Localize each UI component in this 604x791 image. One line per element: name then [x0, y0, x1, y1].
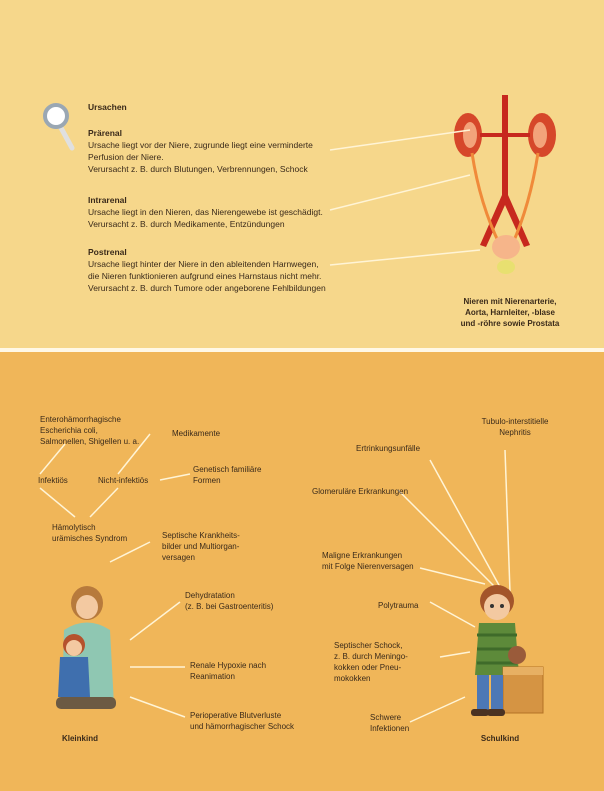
- label-septisch: Septische Krankheits- bilder und Multiorgan- versagen: [162, 531, 240, 562]
- label-glomerulaere: Glomeruläre Erkrankungen: [312, 487, 409, 496]
- label-ehec: Enterohämorrhagische Escherichia coli, Salmonellen, Shigellen u. a.: [40, 415, 140, 446]
- kidney-caption: Nieren mit Nierenarterie, Aorta, Harnleiter, -blase und -röhre sowie Prostata: [460, 297, 560, 328]
- intrarenal-text: Ursache liegt in den Nieren, das Nierengewebe ist geschädigt. Verursacht z. B. durch Medikamente, Entzündungen: [88, 207, 323, 229]
- label-dehydration: Dehydratation (z. B. bei Gastroenteritis): [185, 591, 274, 611]
- schulkind-illustration: [455, 575, 555, 725]
- schulkind-caption: Schulkind: [480, 734, 520, 743]
- label-septischer-schock: Septischer Schock, z. B. durch Meningo- kokken oder Pneu- mokokken: [334, 641, 408, 683]
- label-nicht-infektioes: Nicht-infektiös: [98, 476, 149, 485]
- label-infektioes: Infektiös: [38, 476, 68, 485]
- postrenal-title: Postrenal: [88, 247, 127, 257]
- prerenal-text: Ursache liegt vor der Niere, zugrunde liegt eine verminderte Perfusion der Niere. Verursacht z. B. durch Blutungen, Verbrennungen, Schock: [88, 140, 313, 174]
- label-medikamente: Medikamente: [172, 429, 221, 438]
- postrenal-text: Ursache liegt hinter der Niere in den ableitenden Harnwegen, die Nieren funktionieren aufgrund eines Harnstaus nicht mehr. Verursacht z. B. durch Tumore oder angeborene Fehlbildungen: [88, 259, 326, 293]
- kleinkind-illustration: [42, 585, 122, 725]
- causes-heading: Ursachen: [88, 102, 127, 112]
- label-genetisch: Genetisch familiäre Formen: [193, 465, 262, 485]
- label-maligne: Maligne Erkrankungen mit Folge Nierenversagen: [322, 551, 414, 571]
- label-schwere-infektionen: Schwere Infektionen: [370, 713, 410, 733]
- kleinkind-caption: Kleinkind: [61, 734, 98, 743]
- label-ertrinkung: Ertrinkungsunfälle: [356, 444, 421, 453]
- label-hus: Hämolytisch urämisches Syndrom: [52, 523, 128, 543]
- label-tubulo: Tubulo-interstitielle Nephritis: [481, 417, 549, 437]
- label-blutverluste: Perioperative Blutverluste und hämorrhagischer Schock: [190, 711, 295, 731]
- prerenal-title: Prärenal: [88, 128, 123, 138]
- label-polytrauma: Polytrauma: [378, 601, 419, 610]
- label-hypoxie: Renale Hypoxie nach Reanimation: [190, 661, 267, 681]
- intrarenal-title: Intrarenal: [88, 195, 127, 205]
